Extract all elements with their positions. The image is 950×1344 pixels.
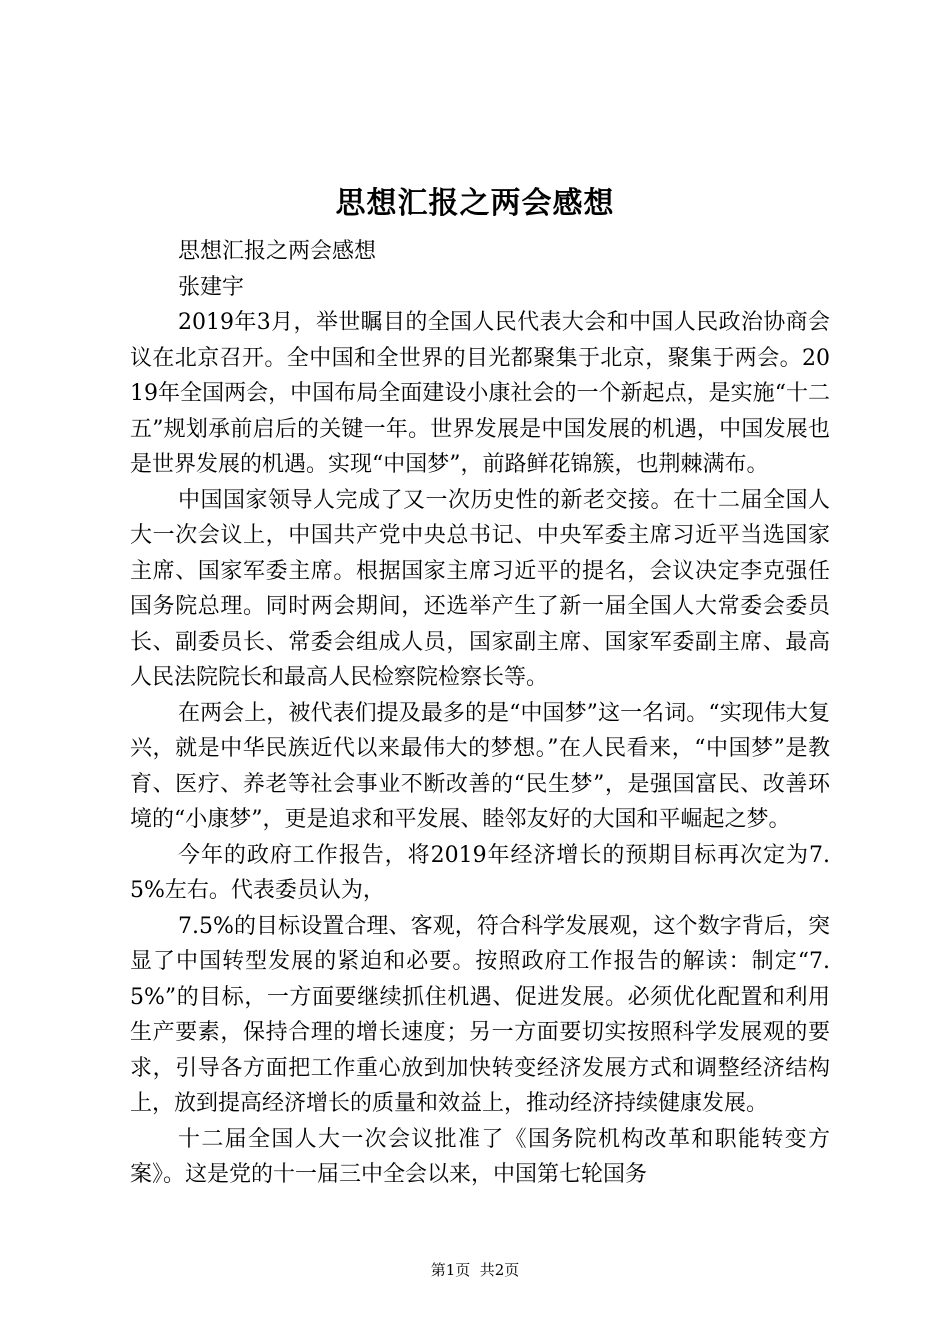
page-number: 第1页 共2页 <box>430 1261 520 1279</box>
paragraph: 在两会上，被代表们提及最多的是“中国梦”这一名词。“实现伟大复兴，就是中华民族近代以来最伟大的梦想。”在人民看来，“中国梦”是教育、医疗、养老等社会事业不断改善的“民生梦”，是强国富民、改善环境的“小康梦”，更是追求和平发展、睦邻友好的大国和平崛起之梦。 <box>130 700 830 832</box>
paragraph-author: 张建宇 <box>178 274 245 300</box>
page-footer <box>0 1260 950 1280</box>
paragraph: 十二届全国人大一次会议批准了《国务院机构改革和职能转变方案》。这是党的十一届三中全会以来，中国第七轮国务 <box>130 1126 830 1187</box>
paragraph: 今年的政府工作报告，将2019年经济增长的预期目标再次定为7.5%左右。代表委员认为， <box>130 842 830 903</box>
paragraph: 中国国家领导人完成了又一次历史性的新老交接。在十二届全国人大一次会议上，中国共产党中央总书记、中央军委主席习近平当选国家主席、国家军委主席。根据国家主席习近平的提名，会议决定李克强任国务院总理。同时两会期间，还选举产生了新一届全国人大常委会委员长、副委员长、常委会组成人员，国家副主席、国家军委副主席、最高人民法院院长和最高人民检察院检察长等。 <box>130 487 830 690</box>
document-body <box>130 234 830 1193</box>
document-title: 思想汇报之两会感想 <box>335 186 615 221</box>
paragraph: 2019年3月，举世瞩目的全国人民代表大会和中国人民政治协商会议在北京召开。全中国和全世界的目光都聚集于北京，聚集于两会。2019年全国两会，中国布局全面建设小康社会的一个新起点，是实施“十二五”规划承前启后的关键一年。世界发展是中国发展的机遇，中国发展也是世界发展的机遇。实现“中国梦”，前路鲜花锦簇，也荆棘满布。 <box>130 310 830 477</box>
paragraph-subtitle: 思想汇报之两会感想 <box>178 239 377 264</box>
paragraph: 7.5%的目标设置合理、客观，符合科学发展观，这个数字背后，突显了中国转型发展的紧迫和必要。按照政府工作报告的解读：制定“7.5%”的目标，一方面要继续抓住机遇、促进发展。必须优化配置和利用生产要素，保持合理的增长速度；另一方面要切实按照科学发展观的要求，引导各方面把工作重心放到加快转变经济发展方式和调整经济结构上，放到提高经济增长的质量和效益上，推动经济持续健康发展。 <box>130 913 830 1116</box>
